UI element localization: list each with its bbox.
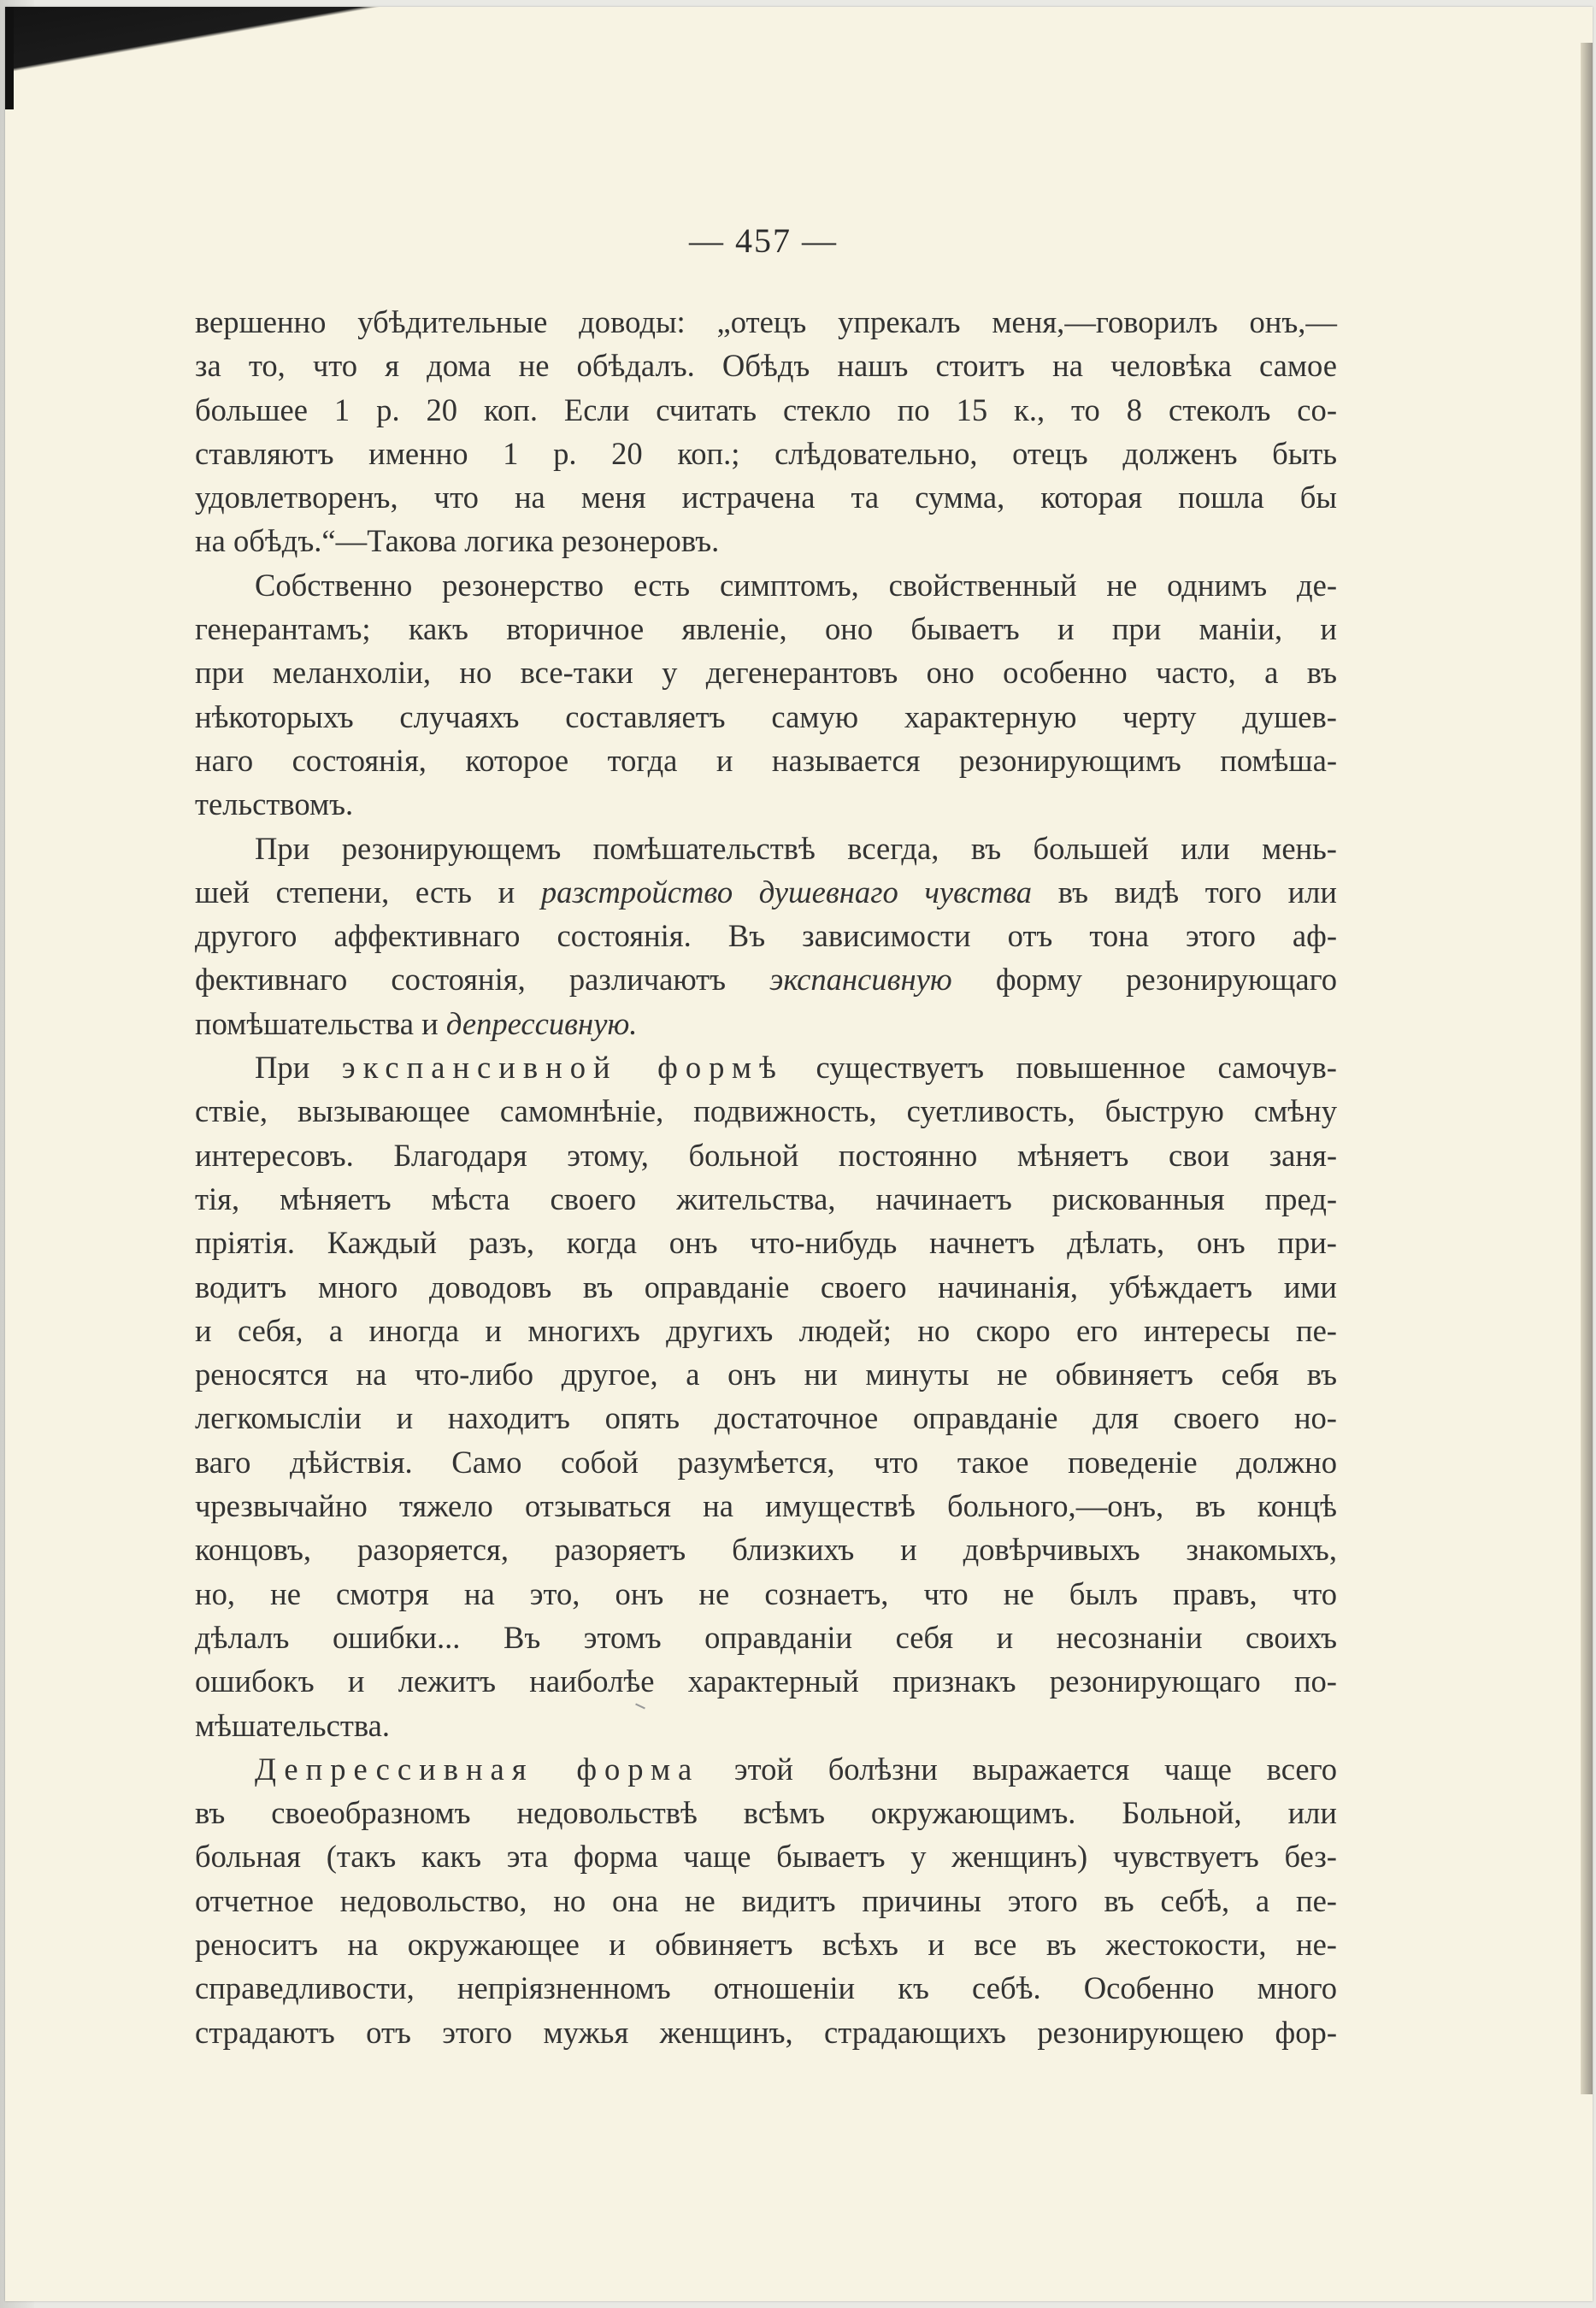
text-line: мѣшательства. [195,1707,391,1743]
scan-dark-edge-left [5,7,14,109]
page-right-edge [1581,43,1593,2094]
text-line: большее 1 р. 20 коп. Если считать стекло по 15 к., то 8 стеколъ со- [195,392,1337,427]
spaced-emphasis-text: Депрессивная форма [255,1751,700,1787]
text-line: генерантамъ; какъ вторичное явленіе, оно бываетъ и при маніи, и [195,611,1337,647]
text-line: тія, мѣняетъ мѣста своего жительства, начинаетъ рискованныя пред- [195,1180,1337,1216]
text-line: страдаютъ отъ этого мужья женщинъ, страдающихъ резонирующею фор- [195,2014,1337,2050]
text-line: ваго дѣйствія. Само собой разумѣется, что такое поведеніе должно [195,1444,1337,1480]
text-line [195,1747,1337,1791]
text-run: существуетъ повышенное самочув- [783,1050,1337,1086]
text-line [195,1002,1337,1045]
text-line: ствіе, вызывающее самомнѣніе, подвижность, суетливость, быструю смѣну [195,1093,1337,1129]
page-body [195,300,1337,2054]
text-line: ставляютъ именно 1 р. 20 коп.; слѣдовательно, отецъ долженъ быть [195,435,1337,471]
text-line: интересовъ. Благодаря этому, больной постоянно мѣняетъ свои заня- [195,1137,1337,1173]
text-line: дѣлалъ ошибки... Въ этомъ оправданіи себя и несознаніи своихъ [195,1619,1337,1655]
text-run: въ видѣ того или [1032,874,1337,910]
text-line [195,957,1337,1001]
text-line: нѣкоторыхъ случаяхъ составляетъ самую характерную черту душев- [195,698,1337,734]
text-line: При резонирующемъ помѣшательствѣ всегда, въ большей или мень- [255,830,1337,866]
text-line: тельствомъ. [195,786,354,822]
text-line: концовъ, разоряется, разоряетъ близкихъ и довѣрчивыхъ знакомыхъ, [195,1532,1337,1568]
text-run: При [255,1050,342,1086]
spaced-emphasis-text: экспансивной формѣ [341,1050,784,1086]
text-line: другого аффективнаго состоянія. Въ зависимости отъ тона этого аф- [195,918,1337,954]
text-line: на обѣдъ.“—Такова логика резонеровъ. [195,523,720,559]
text-line: въ своеобразномъ недовольствѣ всѣмъ окружающимъ. Больной, или [195,1795,1337,1831]
text-line [195,1045,1337,1089]
text-line: ошибокъ и лежитъ наиболѣе характерный признакъ резонирующаго по- [195,1663,1337,1699]
text-line: и себя, а иногда и многихъ другихъ людей; но скоро его интересы пе- [195,1312,1337,1348]
text-line: водитъ много доводовъ въ оправданіе своего начинанія, убѣждаетъ ими [195,1269,1337,1304]
emphasis-text: разстройство душевнаго чувства [540,874,1033,910]
text-line: отчетное недовольство, но она не видитъ причины этого въ себѣ, а пе- [195,1882,1337,1918]
text-line: при меланхоліи, но все-таки у дегенерантовъ оно особенно часто, а въ [195,655,1337,691]
text-line: вершенно убѣдительные доводы: „отецъ упрекалъ меня,—говорилъ онъ,— [195,304,1337,339]
text-line: справедливости, непріязненномъ отношеніи къ себѣ. Особенно много [195,1970,1337,2006]
text-line: больная (такъ какъ эта форма чаще бываетъ у женщинъ) чувствуетъ без- [195,1839,1337,1875]
text-line: удовлетворенъ, что на меня истрачена та сумма, которая пошла бы [195,480,1337,515]
page-number: — 457 — [689,221,838,260]
text-run: шей степени, есть и [195,874,541,910]
text-run: фективнаго состоянія, различаютъ [195,962,770,998]
text-line: легкомысліи и находитъ опять достаточное оправданіе для своего но- [195,1400,1337,1436]
text-line: Собственно резонерство есть симптомъ, свойственный не однимъ де- [255,567,1337,603]
text-run: этой болѣзни выражается чаще всего [699,1751,1337,1787]
text-run: помѣшательства и [195,1005,446,1041]
text-line [195,870,1337,914]
text-line: пріятія. Каждый разъ, когда онъ что-нибудь начнетъ дѣлать, онъ при- [195,1225,1337,1261]
text-line: реноситъ на окружающее и обвиняетъ всѣхъ и все въ жестокости, не- [195,1926,1337,1962]
emphasis-text: экспансивную [769,962,952,998]
text-run: форму резонирующаго [951,962,1337,998]
emphasis-text: депрессивную. [445,1005,638,1041]
scan-dark-edge [5,7,1593,75]
text-line: но, не смотря на это, онъ не сознаетъ, что не былъ правъ, что [195,1575,1337,1611]
text-line: наго состоянія, которое тогда и называется резонирующимъ помѣша- [195,742,1337,778]
text-line: реносятся на что-либо другое, а онъ ни минуты не обвиняетъ себя въ [195,1357,1337,1392]
text-line: чрезвычайно тяжело отзываться на имуществѣ больного,—онъ, въ концѣ [195,1488,1337,1524]
text-line: за то, что я дома не обѣдалъ. Обѣдъ нашъ стоитъ на человѣка самое [195,348,1337,384]
